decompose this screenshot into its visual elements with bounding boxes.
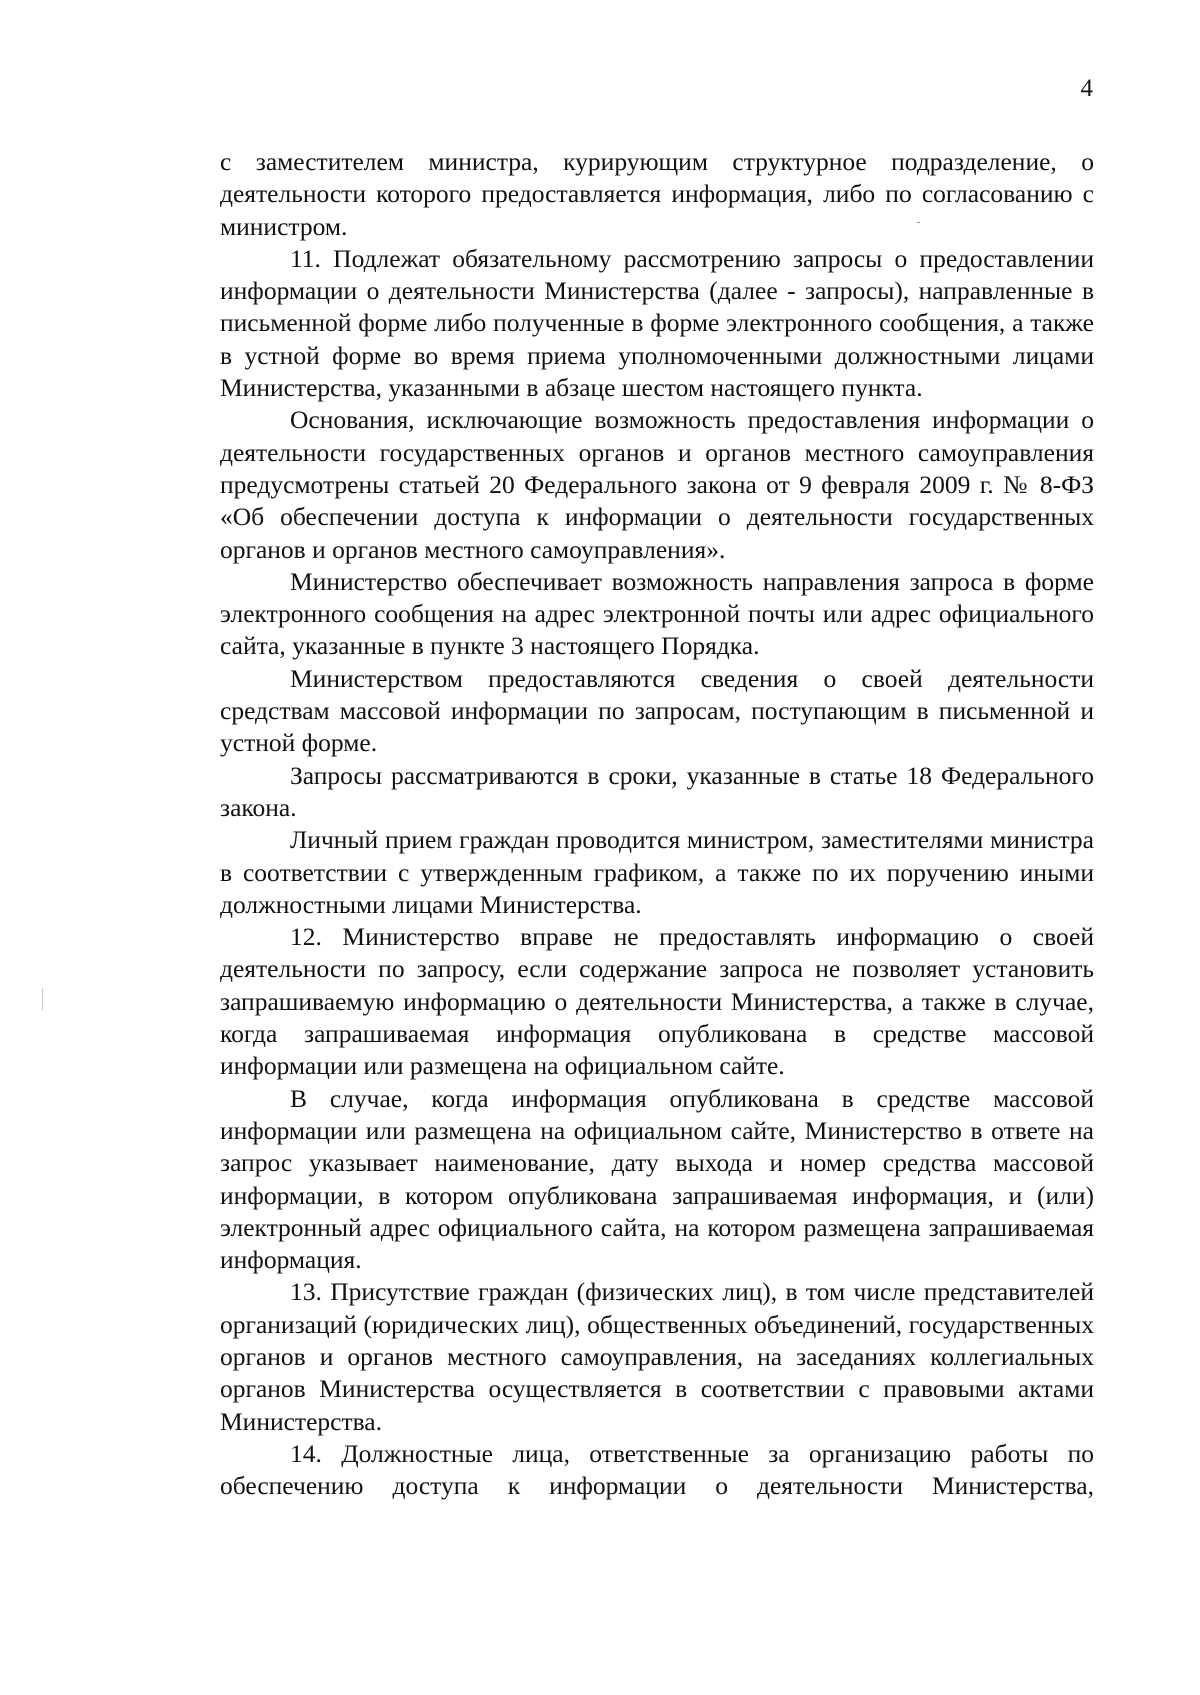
paragraph-refusal-grounds: Основания, исключающие возможность предоставления информации о деятельности государственных органов и органов местного самоуправления предусмотрены статьей 20 Федерального закона от 9 февраля 2009 г. № 8-ФЗ «Об обеспечении доступа к информации о деятельности государственных органов и органов местного самоуправления». [220, 405, 1094, 564]
paragraph-published-info: В случае, когда информация опубликована в средстве массовой информации или размещена на официальном сайте, Министерство в ответе на запрос указывает наименование, дату выхода и номер средства массовой информации, в котором опубликована запрашиваемая информация, и (или) электронный адрес официального сайта, на котором размещена запрашиваемая информация. [220, 1083, 1094, 1275]
paragraph-item-11: 11. Подлежат обязательному рассмотрению запросы о предоставлении информации о деятельности Министерства (далее - запросы), направленные в письменной форме либо полученные в форме электронного сообщения, а также в устной форме во время приема уполномоченными должностными лицами Министерства, указанными в абзаце шестом настоящего пункта. [220, 243, 1094, 403]
paragraph-review-terms: Запросы рассматриваются в сроки, указанные в статье 18 Федерального закона. [220, 760, 1094, 822]
page-number: 4 [1080, 75, 1093, 102]
paragraph-media-requests: Министерством предоставляются сведения о своей деятельности средствам массовой информации по запросам, поступающим в письменной и устной форме. [220, 663, 1094, 758]
scan-margin-mark [42, 988, 43, 1010]
paragraph-personal-reception: Личный прием граждан проводится министром, заместителями министра в соответствии с утвержденным графиком, а также по их поручению иными должностными лицами Министерства. [220, 825, 1094, 919]
paragraph-item-13: 13. Присутствие граждан (физических лиц), в том числе представителей организаций (юридических лиц), общественных объединений, государственных органов и органов местного самоуправления, на заседаниях коллегиальных органов Министерства осуществляется в соответствии с правовыми актами Министерства. [220, 1277, 1094, 1436]
document-body [220, 146, 1094, 1502]
paragraph-electronic-request: Министерство обеспечивает возможность направления запроса в форме электронного сообщения на адрес электронной почты или адрес официального сайта, указанные в пункте 3 настоящего Порядка. [220, 566, 1094, 661]
paragraph-item-14: 14. Должностные лица, ответственные за организацию работы по обеспечению доступа к информации о деятельности Министерства, [220, 1438, 1094, 1501]
paragraph-item-12: 12. Министерство вправе не предоставлять информацию о своей деятельности по запросу, если содержание запроса не позволяет установить запрашиваемую информацию о деятельности Министерства, а также в случае, когда запрашиваемая информация опубликована в средстве массовой информации или размещена на официальном сайте. [220, 922, 1094, 1081]
paragraph-continuation: с заместителем министра, курирующим структурное подразделение, о деятельности которого предоставляется информация, либо по согласованию с министром. [220, 147, 1094, 241]
scan-speck [917, 222, 920, 223]
